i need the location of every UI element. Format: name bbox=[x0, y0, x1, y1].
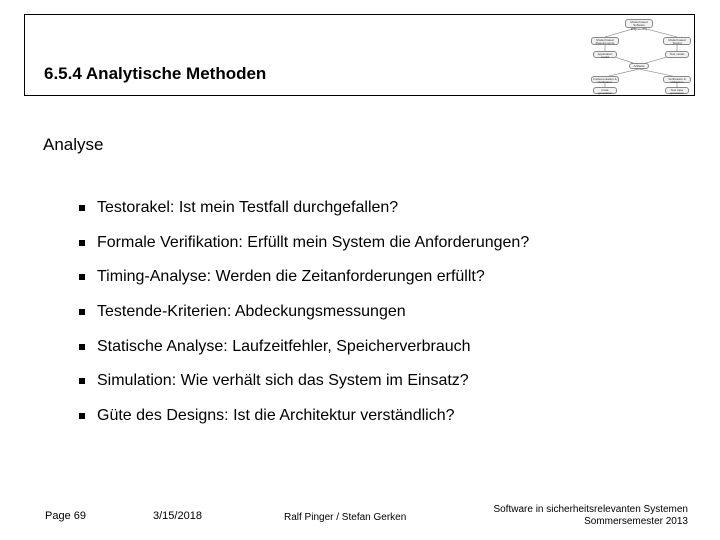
square-bullet-icon bbox=[79, 309, 85, 315]
footer-date: 3/15/2018 bbox=[153, 510, 202, 522]
footer-page-number: Page 69 bbox=[45, 510, 86, 522]
section-title: Analyse bbox=[43, 135, 104, 154]
square-bullet-icon bbox=[79, 240, 85, 246]
process-diagram-thumbnail bbox=[585, 19, 693, 95]
square-bullet-icon bbox=[79, 205, 85, 211]
diagram-node-right-mid: Test model bbox=[665, 51, 689, 58]
list-item bbox=[79, 234, 529, 269]
footer-course-info bbox=[493, 504, 688, 528]
bullet-list bbox=[79, 199, 529, 442]
list-item bbox=[79, 407, 529, 442]
list-item bbox=[79, 372, 529, 407]
list-item bbox=[79, 268, 529, 303]
list-item bbox=[79, 199, 529, 234]
diagram-node-left-bottom: Code generation bbox=[593, 87, 617, 94]
bullet-text: Statische Analyse: Laufzeitfehler, Speicherverbrauch bbox=[97, 337, 471, 355]
diagram-node-left-low: Implementation & Verification bbox=[591, 76, 619, 83]
square-bullet-icon bbox=[79, 413, 85, 419]
footer-authors: Ralf Pinger / Stefan Gerken bbox=[284, 512, 407, 523]
diagram-node-right-bottom: Test case generation bbox=[665, 87, 689, 94]
square-bullet-icon bbox=[79, 344, 85, 350]
slide-title: 6.5.4 Analytische Methoden bbox=[44, 64, 267, 83]
list-item bbox=[79, 338, 529, 373]
diagram-node-center: Artifacts bbox=[629, 63, 649, 69]
bullet-text: Timing-Analyse: Werden die Zeitanforderungen erfüllt? bbox=[97, 268, 485, 286]
square-bullet-icon bbox=[79, 378, 85, 384]
bullet-text: Güte des Designs: Ist die Architektur verständlich? bbox=[97, 407, 455, 425]
bullet-text: Testorakel: Ist mein Testfall durchgefallen? bbox=[97, 199, 399, 216]
diagram-node-top: Model based Software Engineering bbox=[625, 19, 653, 28]
footer-semester: Sommersemester 2013 bbox=[584, 516, 688, 527]
bullet-text: Formale Verifikation: Erfüllt mein System die Anforderungen? bbox=[97, 233, 530, 251]
list-item bbox=[79, 303, 529, 338]
diagram-node-left-top: Model based Requirements bbox=[591, 37, 619, 45]
diagram-node-right-low: Verification & Validation bbox=[663, 76, 691, 83]
diagram-node-left-mid: Application model bbox=[593, 51, 617, 58]
bullet-text: Testende-Kriterien: Abdeckungsmessungen bbox=[97, 303, 406, 321]
footer-course: Software in sicherheitsrelevanten Systemen bbox=[493, 504, 688, 515]
bullet-text: Simulation: Wie verhält sich das System im Einsatz? bbox=[97, 372, 469, 390]
square-bullet-icon bbox=[79, 274, 85, 280]
title-box bbox=[24, 14, 695, 96]
diagram-node-right-top: Model based Testing bbox=[663, 37, 691, 45]
